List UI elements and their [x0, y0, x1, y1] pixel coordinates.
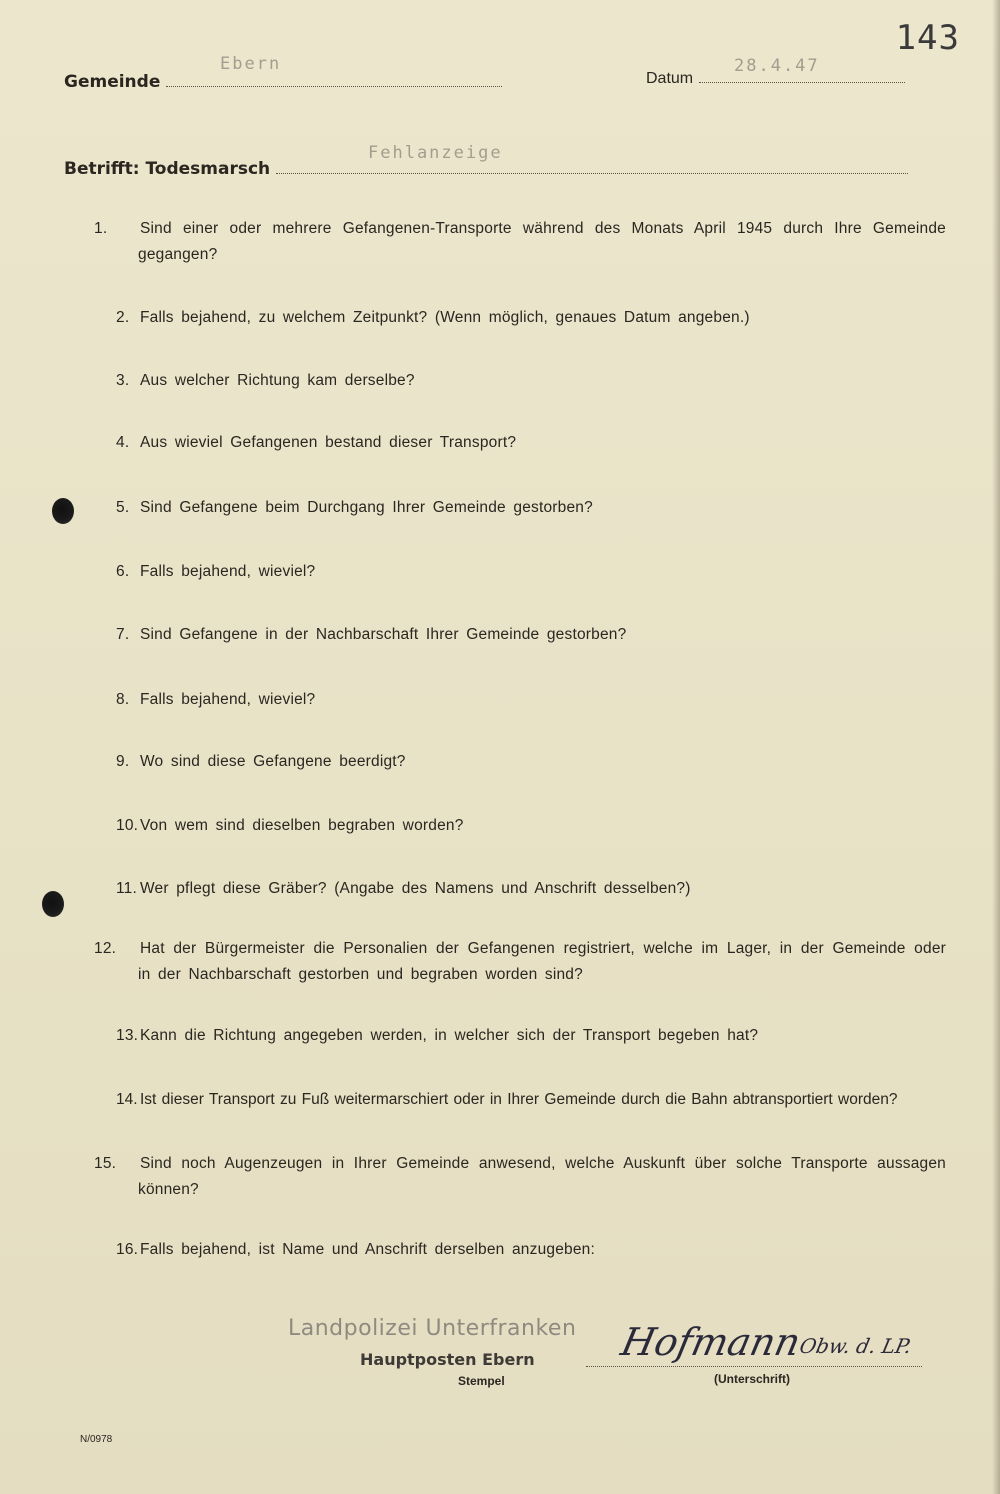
question-item	[116, 1087, 924, 1113]
signature-dotted-line	[586, 1366, 922, 1367]
gemeinde-label: Gemeinde	[64, 72, 161, 92]
signature-suffix: Obw. d. LP.	[797, 1334, 914, 1358]
gemeinde-dotted-line	[166, 85, 502, 87]
page-edge-shadow	[992, 0, 1000, 1494]
stempel-label: Stempel	[458, 1374, 505, 1388]
question-text: Falls bejahend, wieviel?	[140, 563, 316, 580]
question-text: Sind Gefangene in der Nachbarschaft Ihrer Gemeinde gestorben?	[140, 626, 627, 643]
punch-hole-upper	[52, 498, 74, 524]
betrifft-value: Fehlanzeige	[368, 143, 503, 163]
datum-dotted-line	[699, 81, 905, 83]
question-item	[94, 936, 946, 988]
question-text: Wo sind diese Gefangene beerdigt?	[140, 753, 406, 770]
question-number: 6.	[116, 563, 130, 580]
stamp-line2: Hauptposten Ebern	[360, 1350, 535, 1369]
question-number: 1.	[94, 220, 108, 237]
question-text: Falls bejahend, ist Name und Anschrift derselben anzugeben:	[140, 1241, 596, 1258]
question-number: 11.	[116, 880, 137, 897]
question-item	[116, 1023, 924, 1049]
document-code: N/0978	[80, 1434, 113, 1445]
question-number: 14.	[116, 1091, 138, 1108]
question-number: 5.	[116, 499, 130, 516]
question-text: Hat der Bürgermeister die Personalien der Gefangenen registriert, welche im Lager, in der Gemeinde oder in der Nachbarschaft gestorben und begraben worden sind?	[138, 940, 946, 983]
unterschrift-label: (Unterschrift)	[714, 1372, 791, 1386]
question-item	[116, 813, 924, 839]
stamp-line1: Landpolizei Unterfranken	[288, 1316, 577, 1341]
question-item	[116, 430, 924, 456]
question-item	[94, 1151, 946, 1203]
gemeinde-value: Ebern	[220, 54, 282, 74]
question-item	[116, 749, 924, 775]
question-number: 7.	[116, 626, 130, 643]
question-item	[116, 876, 924, 902]
question-text: Sind Gefangene beim Durchgang Ihrer Gemeinde gestorben?	[140, 499, 593, 516]
gemeinde-row	[64, 72, 502, 92]
question-item	[116, 1237, 924, 1263]
question-text: Wer pflegt diese Gräber? (Angabe des Namens und Anschrift desselben?)	[140, 880, 691, 897]
question-number: 8.	[116, 691, 130, 708]
question-text: Sind einer oder mehrere Gefangenen-Transporte während des Monats April 1945 durch Ihre Gemeinde gegangen?	[138, 220, 946, 263]
question-text: Aus wieviel Gefangenen bestand dieser Transport?	[140, 434, 517, 451]
question-number: 10.	[116, 817, 139, 834]
question-number: 13.	[116, 1027, 139, 1044]
question-item	[94, 216, 946, 268]
question-text: Kann die Richtung angegeben werden, in welcher sich der Transport begeben hat?	[140, 1027, 759, 1044]
question-item	[116, 559, 924, 585]
question-text: Ist dieser Transport zu Fuß weitermarschiert oder in Ihrer Gemeinde durch die Bahn abtransportiert worden?	[140, 1091, 898, 1108]
betrifft-label: Betrifft: Todesmarsch	[64, 159, 271, 179]
question-number: 15.	[94, 1155, 117, 1172]
datum-value: 28.4.47	[734, 56, 820, 76]
question-number: 16.	[116, 1241, 139, 1258]
question-text: Sind noch Augenzeugen in Ihrer Gemeinde anwesend, welche Auskunft über solche Transporte aussagen können?	[138, 1155, 946, 1198]
question-number: 9.	[116, 753, 130, 770]
question-number: 12.	[94, 940, 117, 957]
question-text: Falls bejahend, wieviel?	[140, 691, 316, 708]
handwritten-signature: Hofmann	[617, 1320, 805, 1364]
question-text: Aus welcher Richtung kam derselbe?	[140, 372, 415, 389]
question-text: Falls bejahend, zu welchem Zeitpunkt? (Wenn möglich, genaues Datum angeben.)	[140, 309, 750, 326]
question-number: 3.	[116, 372, 130, 389]
question-item	[116, 305, 924, 331]
question-number: 2.	[116, 309, 130, 326]
datum-label: Datum	[646, 70, 694, 87]
question-item	[116, 622, 924, 648]
question-item	[116, 495, 924, 521]
question-item	[116, 687, 924, 713]
question-text: Von wem sind dieselben begraben worden?	[140, 817, 464, 834]
question-number: 4.	[116, 434, 130, 451]
page-number: 143	[895, 18, 960, 58]
question-item	[116, 368, 924, 394]
betrifft-dotted-line	[276, 172, 908, 174]
punch-hole-lower	[42, 891, 64, 917]
